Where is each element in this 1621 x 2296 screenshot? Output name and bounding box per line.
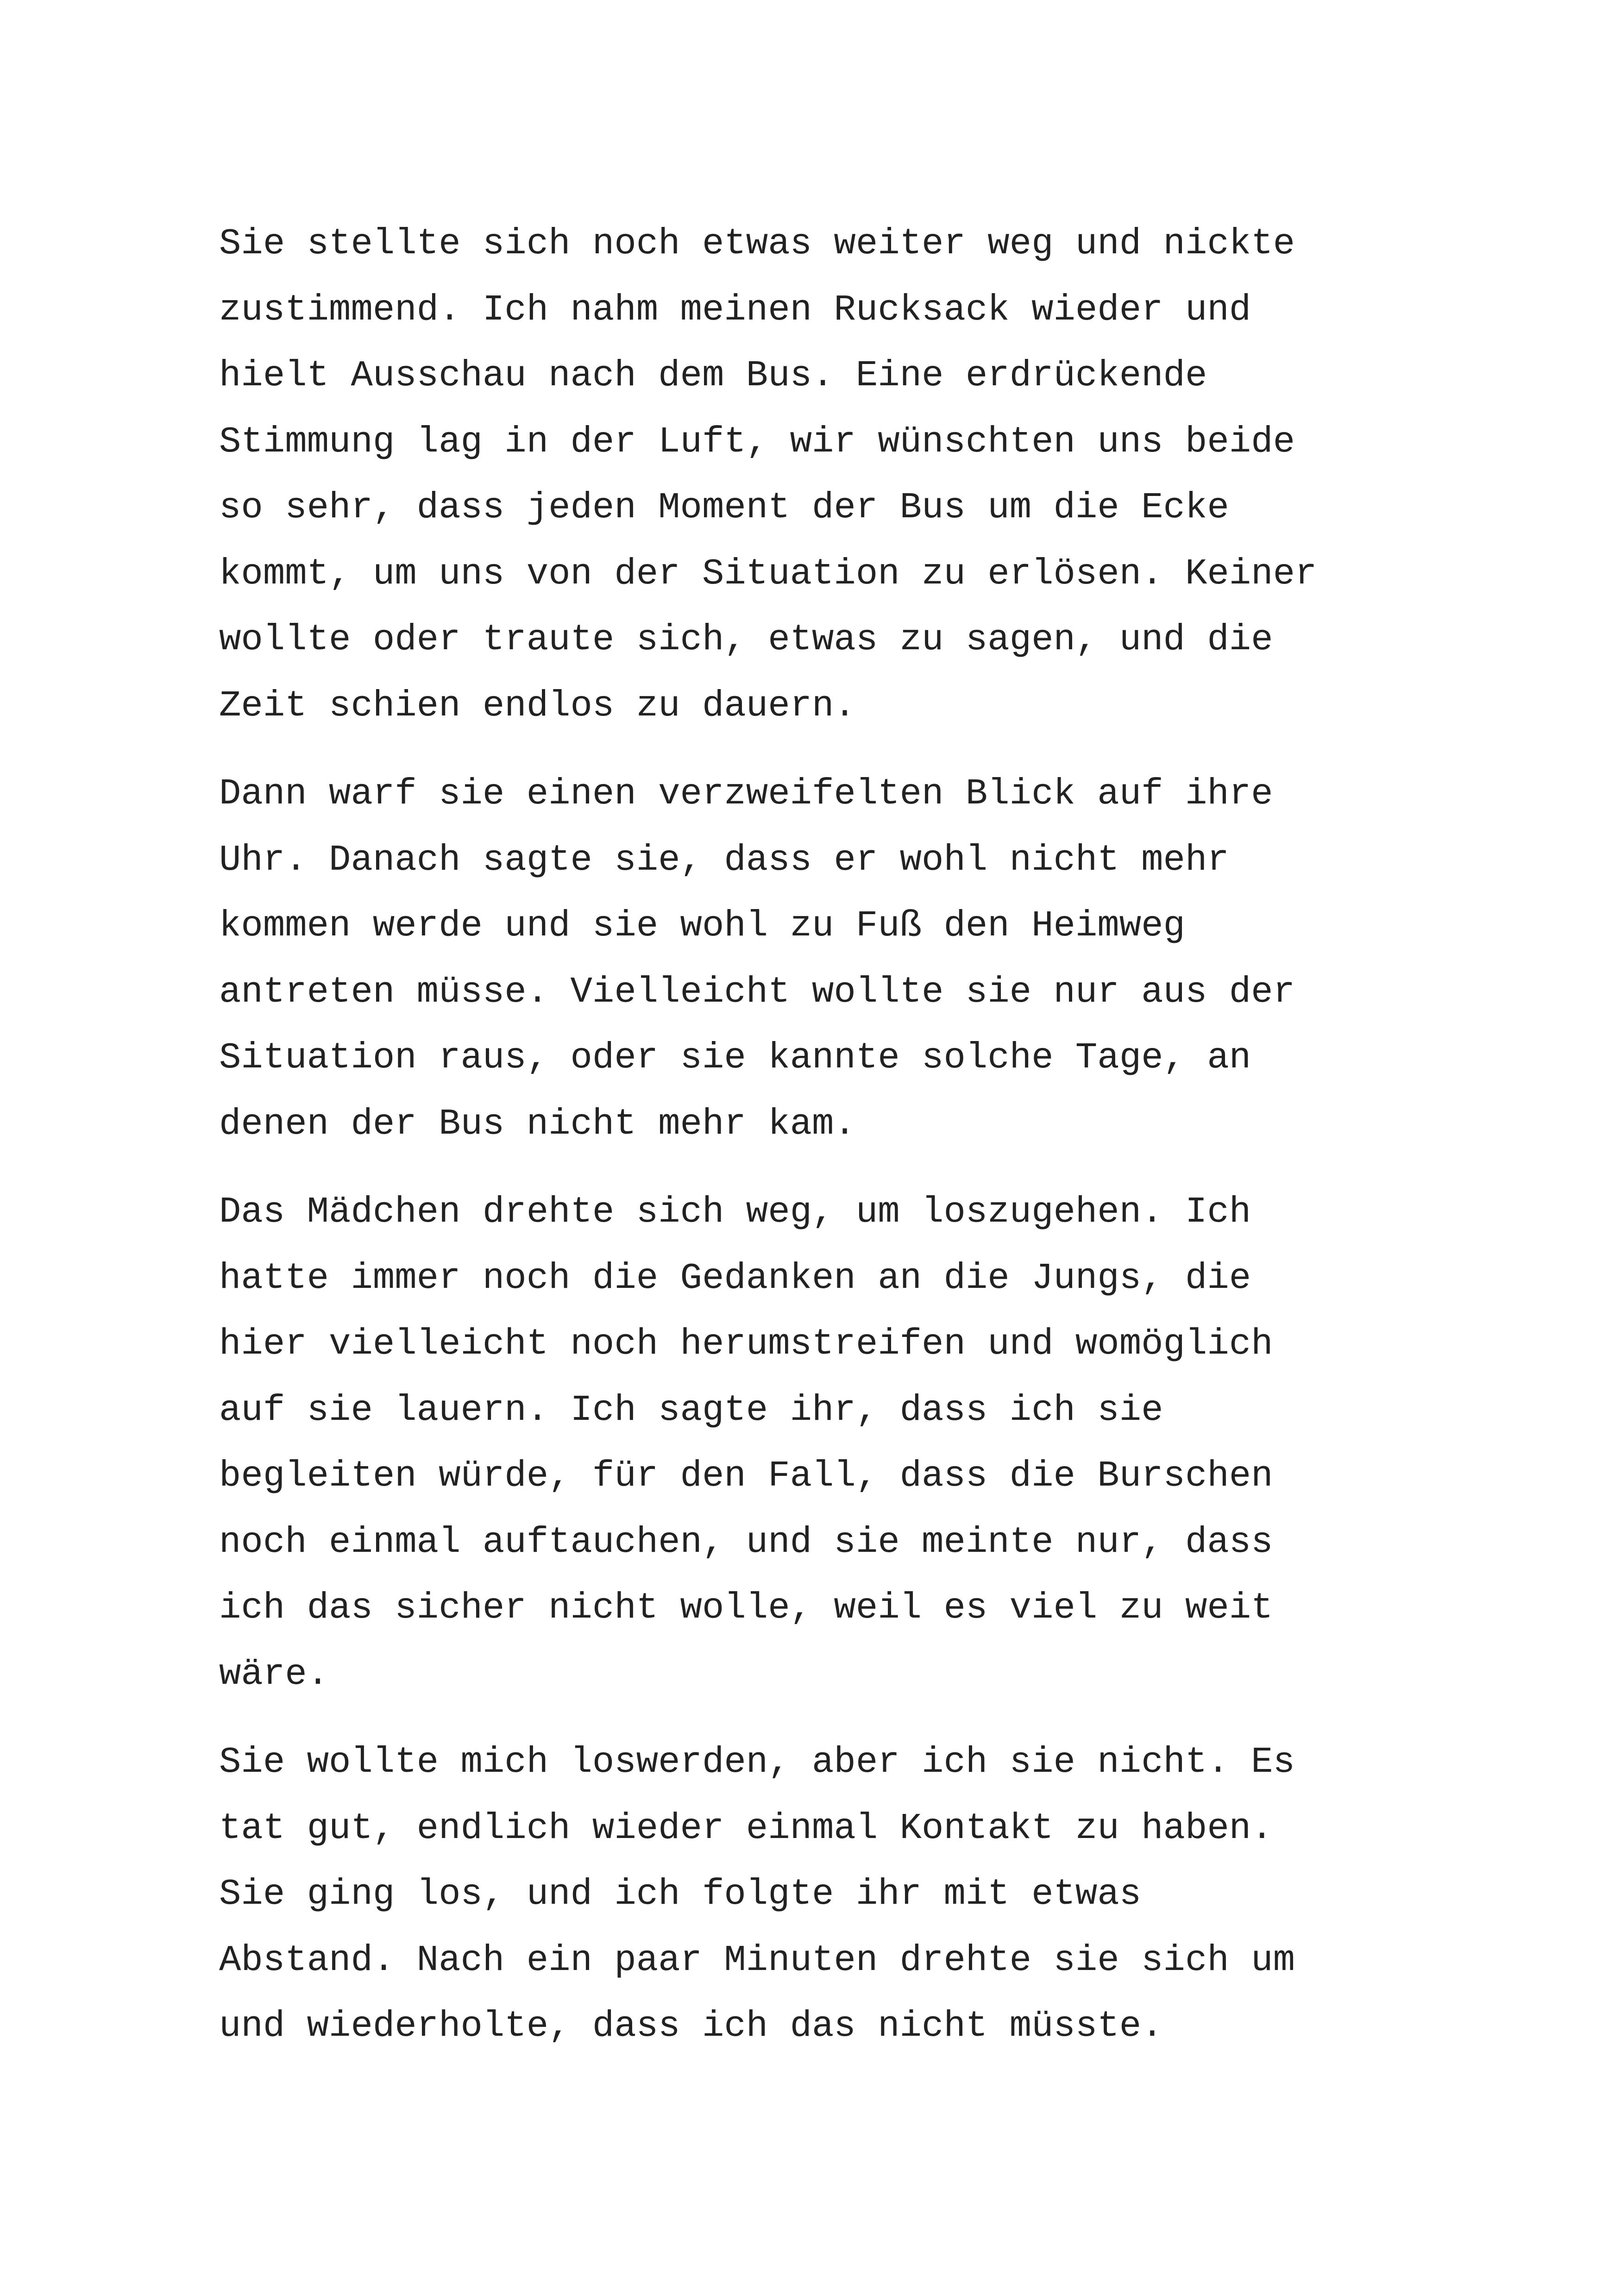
text-line: Situation raus, oder sie kannte solche Tage, an [219, 1037, 1251, 1079]
text-line: Sie ging los, und ich folgte ihr mit etwas [219, 1873, 1142, 1915]
text-line: hielt Ausschau nach dem Bus. Eine erdrückende [219, 355, 1207, 396]
text-line: hier vielleicht noch herumstreifen und womöglich [219, 1323, 1273, 1365]
text-line: und wiederholte, dass ich das nicht müsste. [219, 2005, 1163, 2047]
text-line: Dann warf sie einen verzweifelten Blick auf ihre [219, 773, 1273, 815]
text-line: ich das sicher nicht wolle, weil es viel zu weit [219, 1587, 1273, 1629]
text-line: Uhr. Danach sagte sie, dass er wohl nicht mehr [219, 839, 1229, 881]
text-line: Zeit schien endlos zu dauern. [219, 684, 856, 727]
text-line: so sehr, dass jeden Moment der Bus um die Ecke [219, 487, 1229, 528]
text-line: wäre. [219, 1653, 329, 1695]
text-line: auf sie lauern. Ich sagte ihr, dass ich sie [219, 1389, 1163, 1431]
paragraph-2 [219, 761, 1423, 1157]
text-line: Stimmung lag in der Luft, wir wünschten uns beide [219, 420, 1295, 463]
paragraph-1 [219, 211, 1423, 739]
text-line: Abstand. Nach ein paar Minuten drehte sie sich um [219, 1939, 1295, 1981]
text-line: tat gut, endlich wieder einmal Kontakt zu haben. [219, 1807, 1273, 1849]
text-line: kommt, um uns von der Situation zu erlösen. Keiner [219, 552, 1317, 595]
text-line: antreten müsse. Vielleicht wollte sie nur aus der [219, 971, 1295, 1013]
text-line: Das Mädchen drehte sich weg, um loszugehen. Ich [219, 1191, 1251, 1233]
text-line: denen der Bus nicht mehr kam. [219, 1103, 856, 1145]
text-line: Sie stellte sich noch etwas weiter weg und nickte [219, 223, 1295, 264]
paragraph-4 [219, 1729, 1423, 2059]
text-line: wollte oder traute sich, etwas zu sagen, und die [219, 619, 1273, 660]
text-line: Sie wollte mich loswerden, aber ich sie nicht. Es [219, 1741, 1295, 1783]
text-line: kommen werde und sie wohl zu Fuß den Heimweg [219, 905, 1185, 947]
text-line: hatte immer noch die Gedanken an die Jungs, die [219, 1257, 1251, 1299]
document-body [219, 211, 1423, 2082]
text-line: noch einmal auftauchen, und sie meinte nur, dass [219, 1521, 1273, 1563]
text-line: zustimmend. Ich nahm meinen Rucksack wieder und [219, 289, 1251, 331]
text-line: begleiten würde, für den Fall, dass die Burschen [219, 1455, 1273, 1497]
paragraph-3 [219, 1179, 1423, 1707]
